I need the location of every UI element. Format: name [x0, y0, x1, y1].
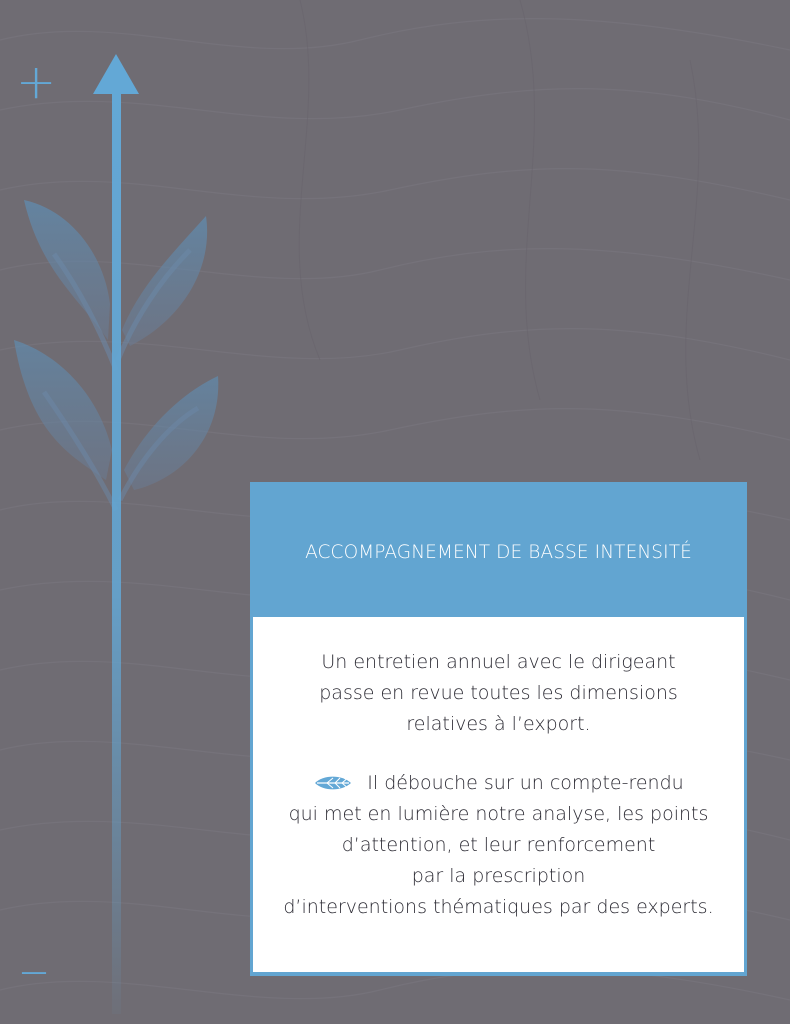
description-line: passe en revue toutes les dimensions — [319, 682, 678, 704]
description-line: relatives à l’export. — [406, 713, 591, 735]
result-line-first — [253, 768, 744, 799]
arrow-up-icon — [93, 54, 139, 1014]
card-body — [253, 617, 744, 972]
description-paragraph — [253, 647, 744, 740]
plant-arrow-illustration — [0, 40, 240, 1024]
card-title: ACCOMPAGNEMENT DE BASSE INTENSITÉ — [305, 541, 692, 563]
leaf-icon — [313, 774, 353, 792]
result-line: qui met en lumière notre analyse, les points — [288, 803, 709, 825]
result-line: d’interventions thématiques par des experts. — [283, 896, 714, 918]
description-line: Un entretien annuel avec le dirigeant — [321, 651, 676, 673]
scale-plus-label: + — [16, 54, 57, 110]
card-header — [250, 482, 747, 616]
result-line: par la prescription — [411, 865, 586, 887]
result-line: Il débouche sur un compte-rendu — [367, 772, 684, 794]
scale-minus-label: – — [19, 942, 49, 998]
result-paragraph — [253, 768, 744, 923]
intensity-card — [250, 482, 747, 976]
result-line: d’attention, et leur renforcement — [341, 834, 656, 856]
